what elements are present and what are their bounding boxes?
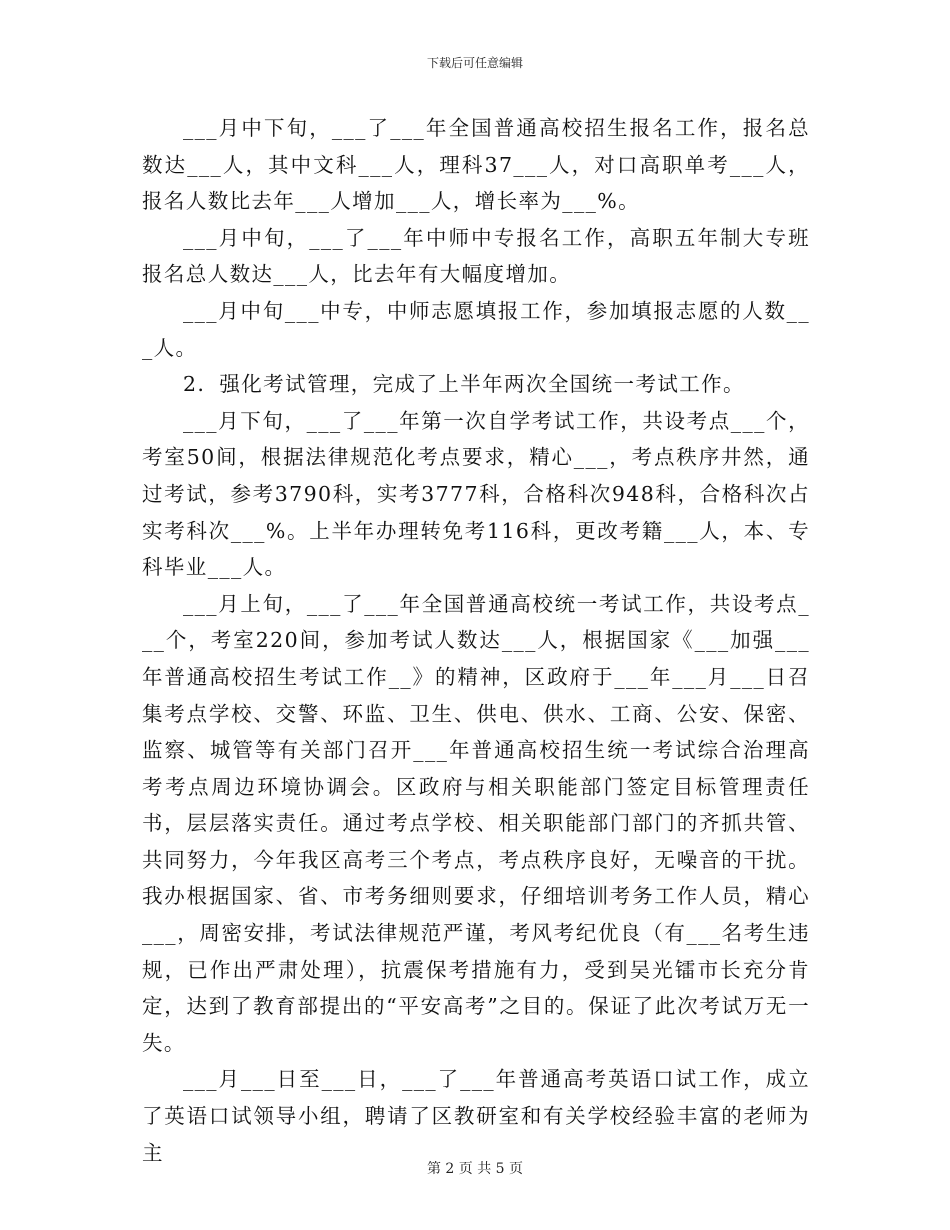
paragraph-registration-college: ___月中下旬，___了___年全国普通高校招生报名工作，报名总数达___人，其中文科___人，理科37___人，对口高职单考___人，报名人数比去年___人增加___人，增长率为___%。 xyxy=(142,116,810,214)
paragraph-section-heading: 2．强化考试管理，完成了上半年两次全国统一考试工作。 xyxy=(183,372,745,397)
paragraph-volunteer-filing: ___月中旬___中专，中师志愿填报工作，参加填报志愿的人数___人。 xyxy=(142,298,810,360)
paragraph-english-oral-exam: ___月___日至___日，___了___年普通高考英语口试工作，成立了英语口试领导小组，聘请了区教研室和有关学校经验丰富的老师为主 xyxy=(142,1067,810,1165)
document-body xyxy=(142,110,810,1171)
paragraph-college-entrance-exam: ___月上旬，___了___年全国普通高校统一考试工作，共设考点___个，考室220间，参加考试人数达___人，根据国家《___加强___年普通高校招生考试工作__》的精神，区政府于___年___月___日召集考点学校、交警、环监、卫生、供电、供水、工商、公安、保密、监察、城管等有关部门召开___年普通高校招生统一考试综合治理高考考点周边环境协调会。区政府与相关职能部门签定目标管理责任书，层层落实责任。通过考点学校、相关职能部门部门的齐抓共管、共同努力，今年我区高考三个考点，考点秩序良好，无噪音的干扰。我办根据国家、省、市考务细则要求，仔细培训考务工作人员，精心___，周密安排，考试法律规范严谨，考风考纪优良（有___名考生违规，已作出严肃处理），抗震保考措施有力，受到吴光镭市长充分肯定，达到了教育部提出的“平安高考”之目的。保证了此次考试万无一失。 xyxy=(142,591,810,1055)
page-header: 下载后可任意编辑 xyxy=(426,56,523,70)
paragraph-registration-vocational: ___月中旬，___了___年中师中专报名工作，高职五年制大专班报名总人数达___人，比去年有大幅度增加。 xyxy=(142,225,810,287)
paragraph-self-study-exam: ___月下旬，___了___年第一次自学考试工作，共设考点___个，考室50间，根据法律规范化考点要求，精心___，考点秩序井然，通过考试，参考3790科，实考3777科，合格科次948科，合格科次占实考科次___%。上半年办理转免考116科，更改考籍___人，本、专科毕业___人。 xyxy=(142,408,810,580)
page-number: 第 2 页 共 5 页 xyxy=(426,1161,524,1177)
